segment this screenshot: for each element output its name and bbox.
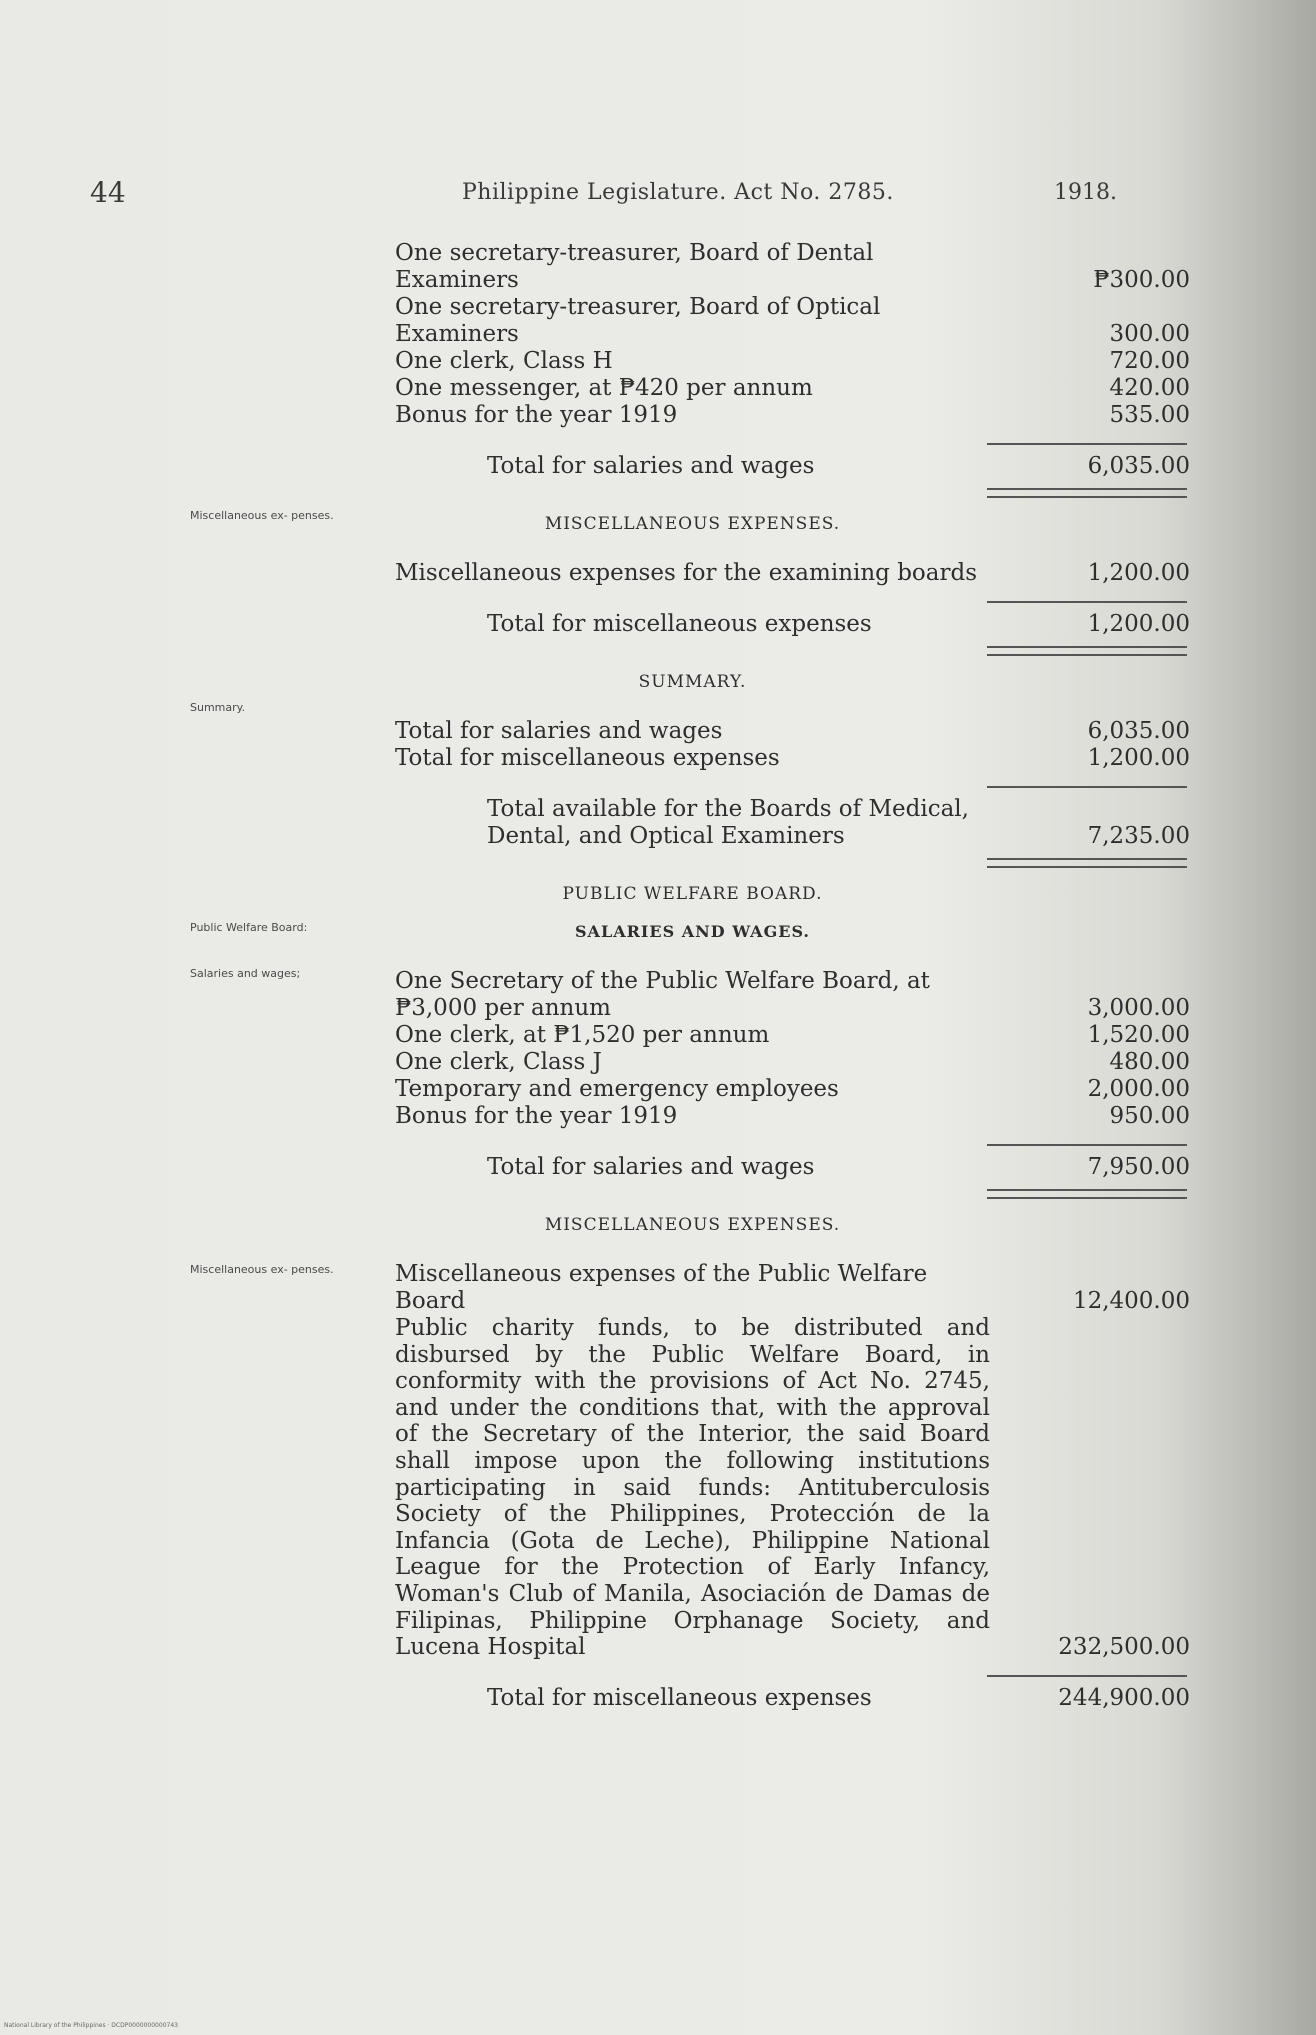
item-label: One secretary-treasurer, Board of Optical Examiners xyxy=(395,294,881,347)
line-item xyxy=(395,1022,1195,1049)
total-label: Total for miscellaneous expenses xyxy=(487,611,872,637)
line-item xyxy=(395,240,1195,294)
section-heading: MISCELLANEOUS EXPENSES. xyxy=(544,1215,841,1235)
item-amount: 1,200.00 xyxy=(1087,745,1190,771)
spacer xyxy=(395,1661,1195,1675)
section-heading: SUMMARY. xyxy=(638,672,747,692)
item-amount: 12,400.00 xyxy=(1072,1288,1190,1314)
item-amount: 480.00 xyxy=(1109,1049,1190,1075)
scan-footer: National Library of the Philippines · DCDP0000000000743 xyxy=(4,2022,178,2029)
item-label: Miscellaneous expenses for the examining boards xyxy=(395,560,978,586)
item-label: Public charity funds, to be distributed and disbursed by the Public Welfare Board, in conformity with the provisions of Act No. 2745, and under the conditions that, with the approval of the Secretary of the Interior, the said Board shall impose upon the following institutions participating in said funds: Antituberculosis Society of the Philippines, Protección de la Infancia (Gota de Leche), Philippine National League for the Protection of Early Infancy, Woman's Club of Manila, Asociación de Damas de Filipinas, Philippine Orphanage Society, and Lucena Hospital xyxy=(395,1315,990,1661)
item-amount: 535.00 xyxy=(1109,402,1190,428)
spacer xyxy=(395,536,1195,560)
total-amount: 1,200.00 xyxy=(1087,611,1190,637)
spacer xyxy=(395,656,1195,670)
spacer xyxy=(395,587,1195,601)
total-amount: 7,235.00 xyxy=(1087,823,1190,849)
item-amount: 232,500.00 xyxy=(1058,1633,1190,1660)
item-amount: 950.00 xyxy=(1109,1103,1190,1129)
item-amount: 2,000.00 xyxy=(1087,1076,1190,1102)
margin-note-public-welfare: Public Welfare Board: xyxy=(190,921,308,934)
rule xyxy=(987,1675,1187,1677)
double-rule xyxy=(987,1189,1187,1199)
margin-note-salaries: Salaries and wages; xyxy=(190,967,301,980)
line-item xyxy=(395,745,1195,772)
section-subheading: SALARIES AND WAGES. xyxy=(575,922,810,941)
line-item xyxy=(395,560,1195,587)
spacer xyxy=(395,694,1195,718)
spacer xyxy=(395,1237,1195,1261)
item-label: One Secretary of the Public Welfare Board, at ₱3,000 per annum xyxy=(395,968,930,1021)
item-amount: 1,200.00 xyxy=(1087,560,1190,586)
line-item xyxy=(395,1049,1195,1076)
line-item xyxy=(395,968,1195,1022)
line-item xyxy=(395,1103,1195,1130)
total-label: Total for salaries and wages xyxy=(487,453,815,479)
line-item xyxy=(395,1261,1195,1315)
item-label: Bonus for the year 1919 xyxy=(395,1103,678,1129)
spacer xyxy=(395,1199,1195,1213)
total-label: Total for miscellaneous expenses xyxy=(487,1684,872,1711)
total-amount: 244,900.00 xyxy=(1058,1684,1190,1711)
item-label: One secretary-treasurer, Board of Dental Examiners xyxy=(395,240,874,293)
item-amount: 3,000.00 xyxy=(1087,995,1190,1021)
spacer xyxy=(395,429,1195,443)
double-rule xyxy=(987,858,1187,868)
spacer xyxy=(395,906,1195,920)
item-amount: 720.00 xyxy=(1109,348,1190,374)
total-row xyxy=(395,1685,1195,1712)
spacer xyxy=(395,1130,1195,1144)
item-label: One clerk, at ₱1,520 per annum xyxy=(395,1022,770,1048)
total-label: Total for salaries and wages xyxy=(487,1154,815,1180)
line-item xyxy=(395,375,1195,402)
item-label: Temporary and emergency employees xyxy=(395,1076,839,1102)
section-heading: PUBLIC WELFARE BOARD. xyxy=(562,884,823,904)
total-amount: 6,035.00 xyxy=(1087,453,1190,479)
rule xyxy=(987,443,1187,445)
margin-note-misc1: Miscellaneous ex- penses. xyxy=(190,509,334,522)
total-row xyxy=(395,611,1195,638)
total-label: Total available for the Boards of Medical, Dental, and Optical Examiners xyxy=(487,796,969,849)
spacer xyxy=(395,868,1195,882)
spacer xyxy=(395,772,1195,786)
item-label: One clerk, Class H xyxy=(395,348,613,374)
margin-note-misc2: Miscellaneous ex- penses. xyxy=(190,1263,334,1276)
item-amount: 6,035.00 xyxy=(1087,718,1190,744)
total-row xyxy=(395,453,1195,480)
line-item xyxy=(395,294,1195,348)
item-amount: 420.00 xyxy=(1109,375,1190,401)
rule xyxy=(987,1144,1187,1146)
item-label: One messenger, at ₱420 per annum xyxy=(395,375,813,401)
double-rule xyxy=(987,488,1187,498)
spacer xyxy=(395,944,1195,968)
total-row xyxy=(395,1154,1195,1181)
running-year: 1918. xyxy=(1054,180,1117,205)
running-title: Philippine Legislature. Act No. 2785. xyxy=(462,180,894,205)
item-label: Total for miscellaneous expenses xyxy=(395,745,780,771)
page-number: 44 xyxy=(90,176,126,209)
rule xyxy=(987,786,1187,788)
item-amount: 1,520.00 xyxy=(1087,1022,1190,1048)
item-label: One clerk, Class J xyxy=(395,1049,602,1075)
double-rule xyxy=(987,646,1187,656)
line-item xyxy=(395,1315,1195,1661)
margin-note-summary: Summary. xyxy=(190,701,246,714)
item-label: Miscellaneous expenses of the Public Welfare Board xyxy=(395,1261,928,1314)
page-header xyxy=(0,176,1316,216)
total-amount: 7,950.00 xyxy=(1087,1154,1190,1180)
line-item xyxy=(395,1076,1195,1103)
line-item xyxy=(395,402,1195,429)
total-row xyxy=(395,796,1195,850)
line-item xyxy=(395,348,1195,375)
line-item xyxy=(395,718,1195,745)
main-content xyxy=(395,240,1195,1712)
item-amount: ₱300.00 xyxy=(1093,267,1190,293)
item-label: Total for salaries and wages xyxy=(395,718,723,744)
spacer xyxy=(395,498,1195,512)
rule xyxy=(987,601,1187,603)
item-amount: 300.00 xyxy=(1109,321,1190,347)
item-label: Bonus for the year 1919 xyxy=(395,402,678,428)
section-heading: MISCELLANEOUS EXPENSES. xyxy=(544,514,841,534)
